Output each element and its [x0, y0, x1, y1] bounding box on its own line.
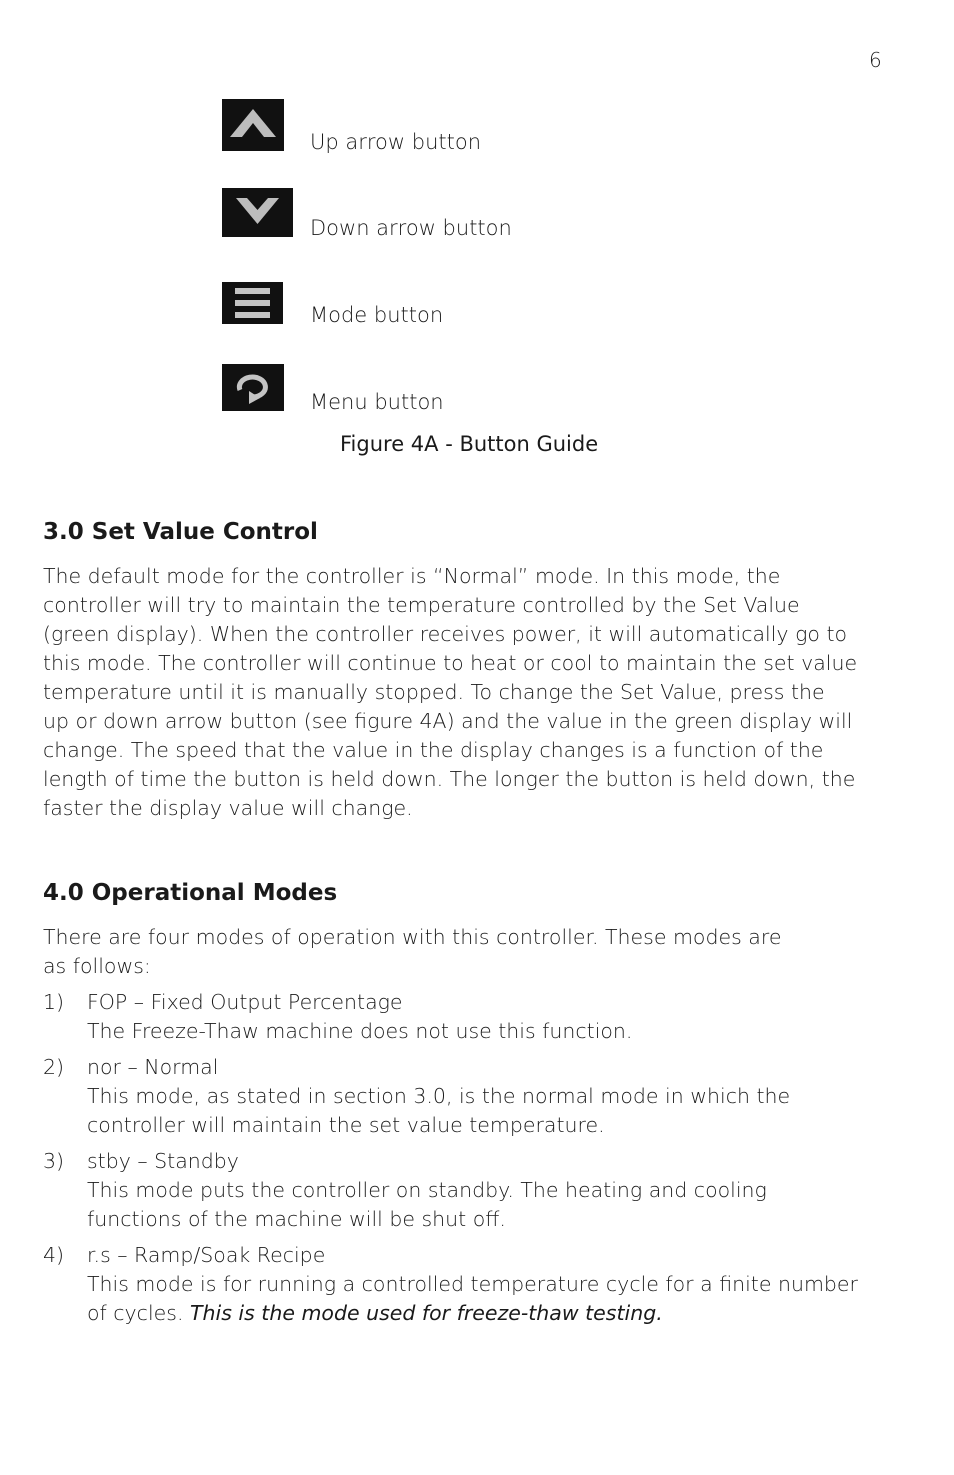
- mode-description-line: functions of the machine will be shut off.: [87, 1207, 506, 1231]
- paragraph-line: There are four modes of operation with this controller. These modes are: [43, 925, 782, 949]
- mode-description-line: controller will maintain the set value temperature.: [87, 1113, 605, 1137]
- circular-arrow-icon: [222, 364, 284, 411]
- mode-title: FOP – Fixed Output Percentage: [87, 990, 403, 1014]
- up-arrow-button-label: Up arrow button: [310, 130, 482, 154]
- modes-list: [43, 988, 913, 1335]
- mode-button-label: Mode button: [310, 303, 444, 327]
- section-heading-set-value-control: 3.0 Set Value Control: [43, 519, 318, 545]
- mode-description-line: The Freeze-Thaw machine does not use this function.: [87, 1019, 633, 1043]
- section-heading-operational-modes: 4.0 Operational Modes: [43, 880, 338, 906]
- mode-title: r.s – Ramp/Soak Recipe: [87, 1243, 326, 1267]
- list-item: [43, 988, 913, 1046]
- paragraph-line: The default mode for the controller is “Normal” mode. In this mode, the: [43, 564, 781, 588]
- list-number: 4): [43, 1243, 65, 1267]
- paragraph-line: (green display). When the controller receives power, it will automatically go to: [43, 622, 848, 646]
- list-number: 1): [43, 990, 65, 1014]
- mode-description-line: [87, 1299, 913, 1328]
- paragraph-line: up or down arrow button (see figure 4A) and the value in the green display will: [43, 709, 853, 733]
- set-value-paragraph: [43, 562, 913, 823]
- page-number: 6: [869, 48, 882, 72]
- paragraph-line: length of time the button is held down. The longer the button is held down, the: [43, 767, 856, 791]
- down-arrow-icon: [222, 188, 293, 237]
- paragraph-line: as follows:: [43, 954, 151, 978]
- mode-description-line: This mode, as stated in section 3.0, is the normal mode in which the: [87, 1084, 791, 1108]
- paragraph-line: faster the display value will change.: [43, 796, 413, 820]
- mode-title: stby – Standby: [87, 1149, 239, 1173]
- list-item: [43, 1241, 913, 1328]
- mode-description-line: This mode puts the controller on standby. The heating and cooling: [87, 1178, 767, 1202]
- mode-description-line: This mode is for running a controlled temperature cycle for a finite number: [87, 1272, 858, 1296]
- figure-caption: Figure 4A - Button Guide: [340, 432, 599, 456]
- paragraph-line: this mode. The controller will continue to heat or cool to maintain the set value: [43, 651, 858, 675]
- mode-title: nor – Normal: [87, 1055, 219, 1079]
- operational-modes-intro: [43, 923, 913, 981]
- paragraph-line: temperature until it is manually stopped. To change the Set Value, press the: [43, 680, 825, 704]
- list-item: [43, 1053, 913, 1140]
- list-number: 2): [43, 1055, 65, 1079]
- italic-emphasis: This is the mode used for freeze-thaw testing.: [190, 1301, 663, 1325]
- menu-button-label: Menu button: [310, 390, 444, 414]
- up-arrow-icon: [222, 99, 284, 151]
- list-number: 3): [43, 1149, 65, 1173]
- list-item: [43, 1147, 913, 1234]
- menu-lines-icon: [222, 282, 283, 324]
- paragraph-line: change. The speed that the value in the display changes is a function of the: [43, 738, 824, 762]
- paragraph-line: controller will try to maintain the temperature controlled by the Set Value: [43, 593, 800, 617]
- plain-text: of cycles.: [87, 1301, 184, 1325]
- down-arrow-button-label: Down arrow button: [310, 216, 512, 240]
